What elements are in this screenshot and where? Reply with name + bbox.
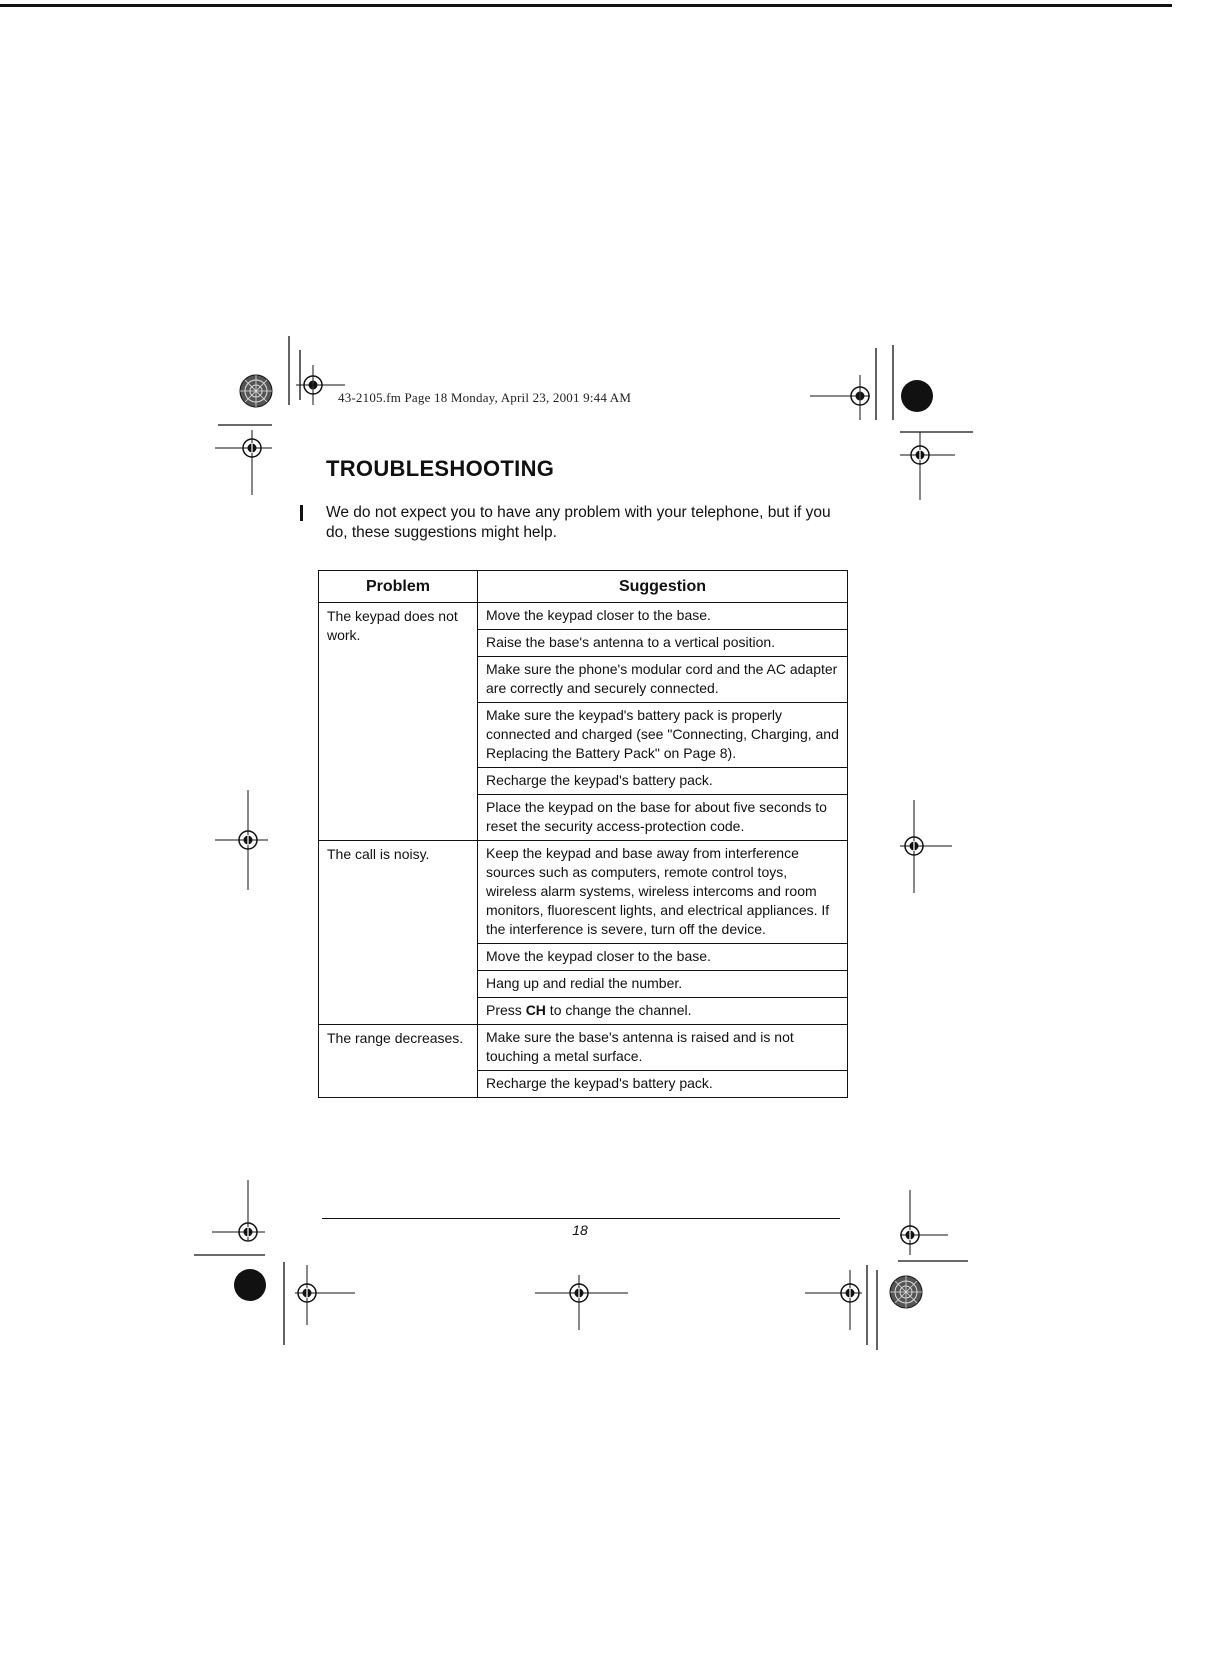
suggestion-cell: Recharge the keypad's battery pack. xyxy=(478,768,848,795)
suggestion-cell: Hang up and redial the number. xyxy=(478,971,848,998)
star-target-icon xyxy=(890,1276,922,1308)
star-target-icon xyxy=(240,375,272,407)
page-title: TROUBLESHOOTING xyxy=(326,456,555,481)
page-number: 18 xyxy=(572,1222,588,1238)
table-row xyxy=(319,603,848,630)
problem-cell: The keypad does not work. xyxy=(319,603,478,841)
suggestion-cell: Keep the keypad and base away from interference sources such as computers, remote control toys, wireless alarm systems, wireless intercoms and room monitors, fluorescent lights, and electrical appliances. If the interference is severe, turn off the device. xyxy=(478,841,848,944)
table-row xyxy=(319,841,848,944)
suggestion-cell: Raise the base's antenna to a vertical position. xyxy=(478,630,848,657)
solid-dot-icon xyxy=(234,1269,266,1301)
footer-rule xyxy=(322,1218,840,1219)
table-header-row xyxy=(319,571,848,603)
suggestion-cell: Place the keypad on the base for about five seconds to reset the security access-protection code. xyxy=(478,795,848,841)
problem-column-header: Problem xyxy=(319,571,478,603)
problem-cell: The range decreases. xyxy=(319,1025,478,1098)
troubleshooting-table xyxy=(318,570,848,1098)
suggestion-cell: Press CH to change the channel. xyxy=(478,998,848,1025)
problem-cell: The call is noisy. xyxy=(319,841,478,1025)
suggestion-cell: Make sure the keypad's battery pack is properly connected and charged (see "Connecting, Charging, and Replacing the Battery Pack" on Page 8). xyxy=(478,703,848,768)
suggestion-column-header: Suggestion xyxy=(478,571,848,603)
change-bar xyxy=(300,505,303,521)
suggestion-cell: Make sure the phone's modular cord and the AC adapter are correctly and securely connected. xyxy=(478,657,848,703)
intro-paragraph: We do not expect you to have any problem with your telephone, but if you do, these suggestions might help. xyxy=(326,504,831,541)
table-row xyxy=(319,1025,848,1071)
suggestion-cell: Recharge the keypad's battery pack. xyxy=(478,1071,848,1098)
suggestion-cell: Move the keypad closer to the base. xyxy=(478,603,848,630)
solid-dot-icon xyxy=(901,380,933,412)
suggestion-cell: Make sure the base's antenna is raised and is not touching a metal surface. xyxy=(478,1025,848,1071)
file-header-line: 43-2105.fm Page 18 Monday, April 23, 2001 9:44 AM xyxy=(338,390,632,405)
suggestion-cell: Move the keypad closer to the base. xyxy=(478,944,848,971)
